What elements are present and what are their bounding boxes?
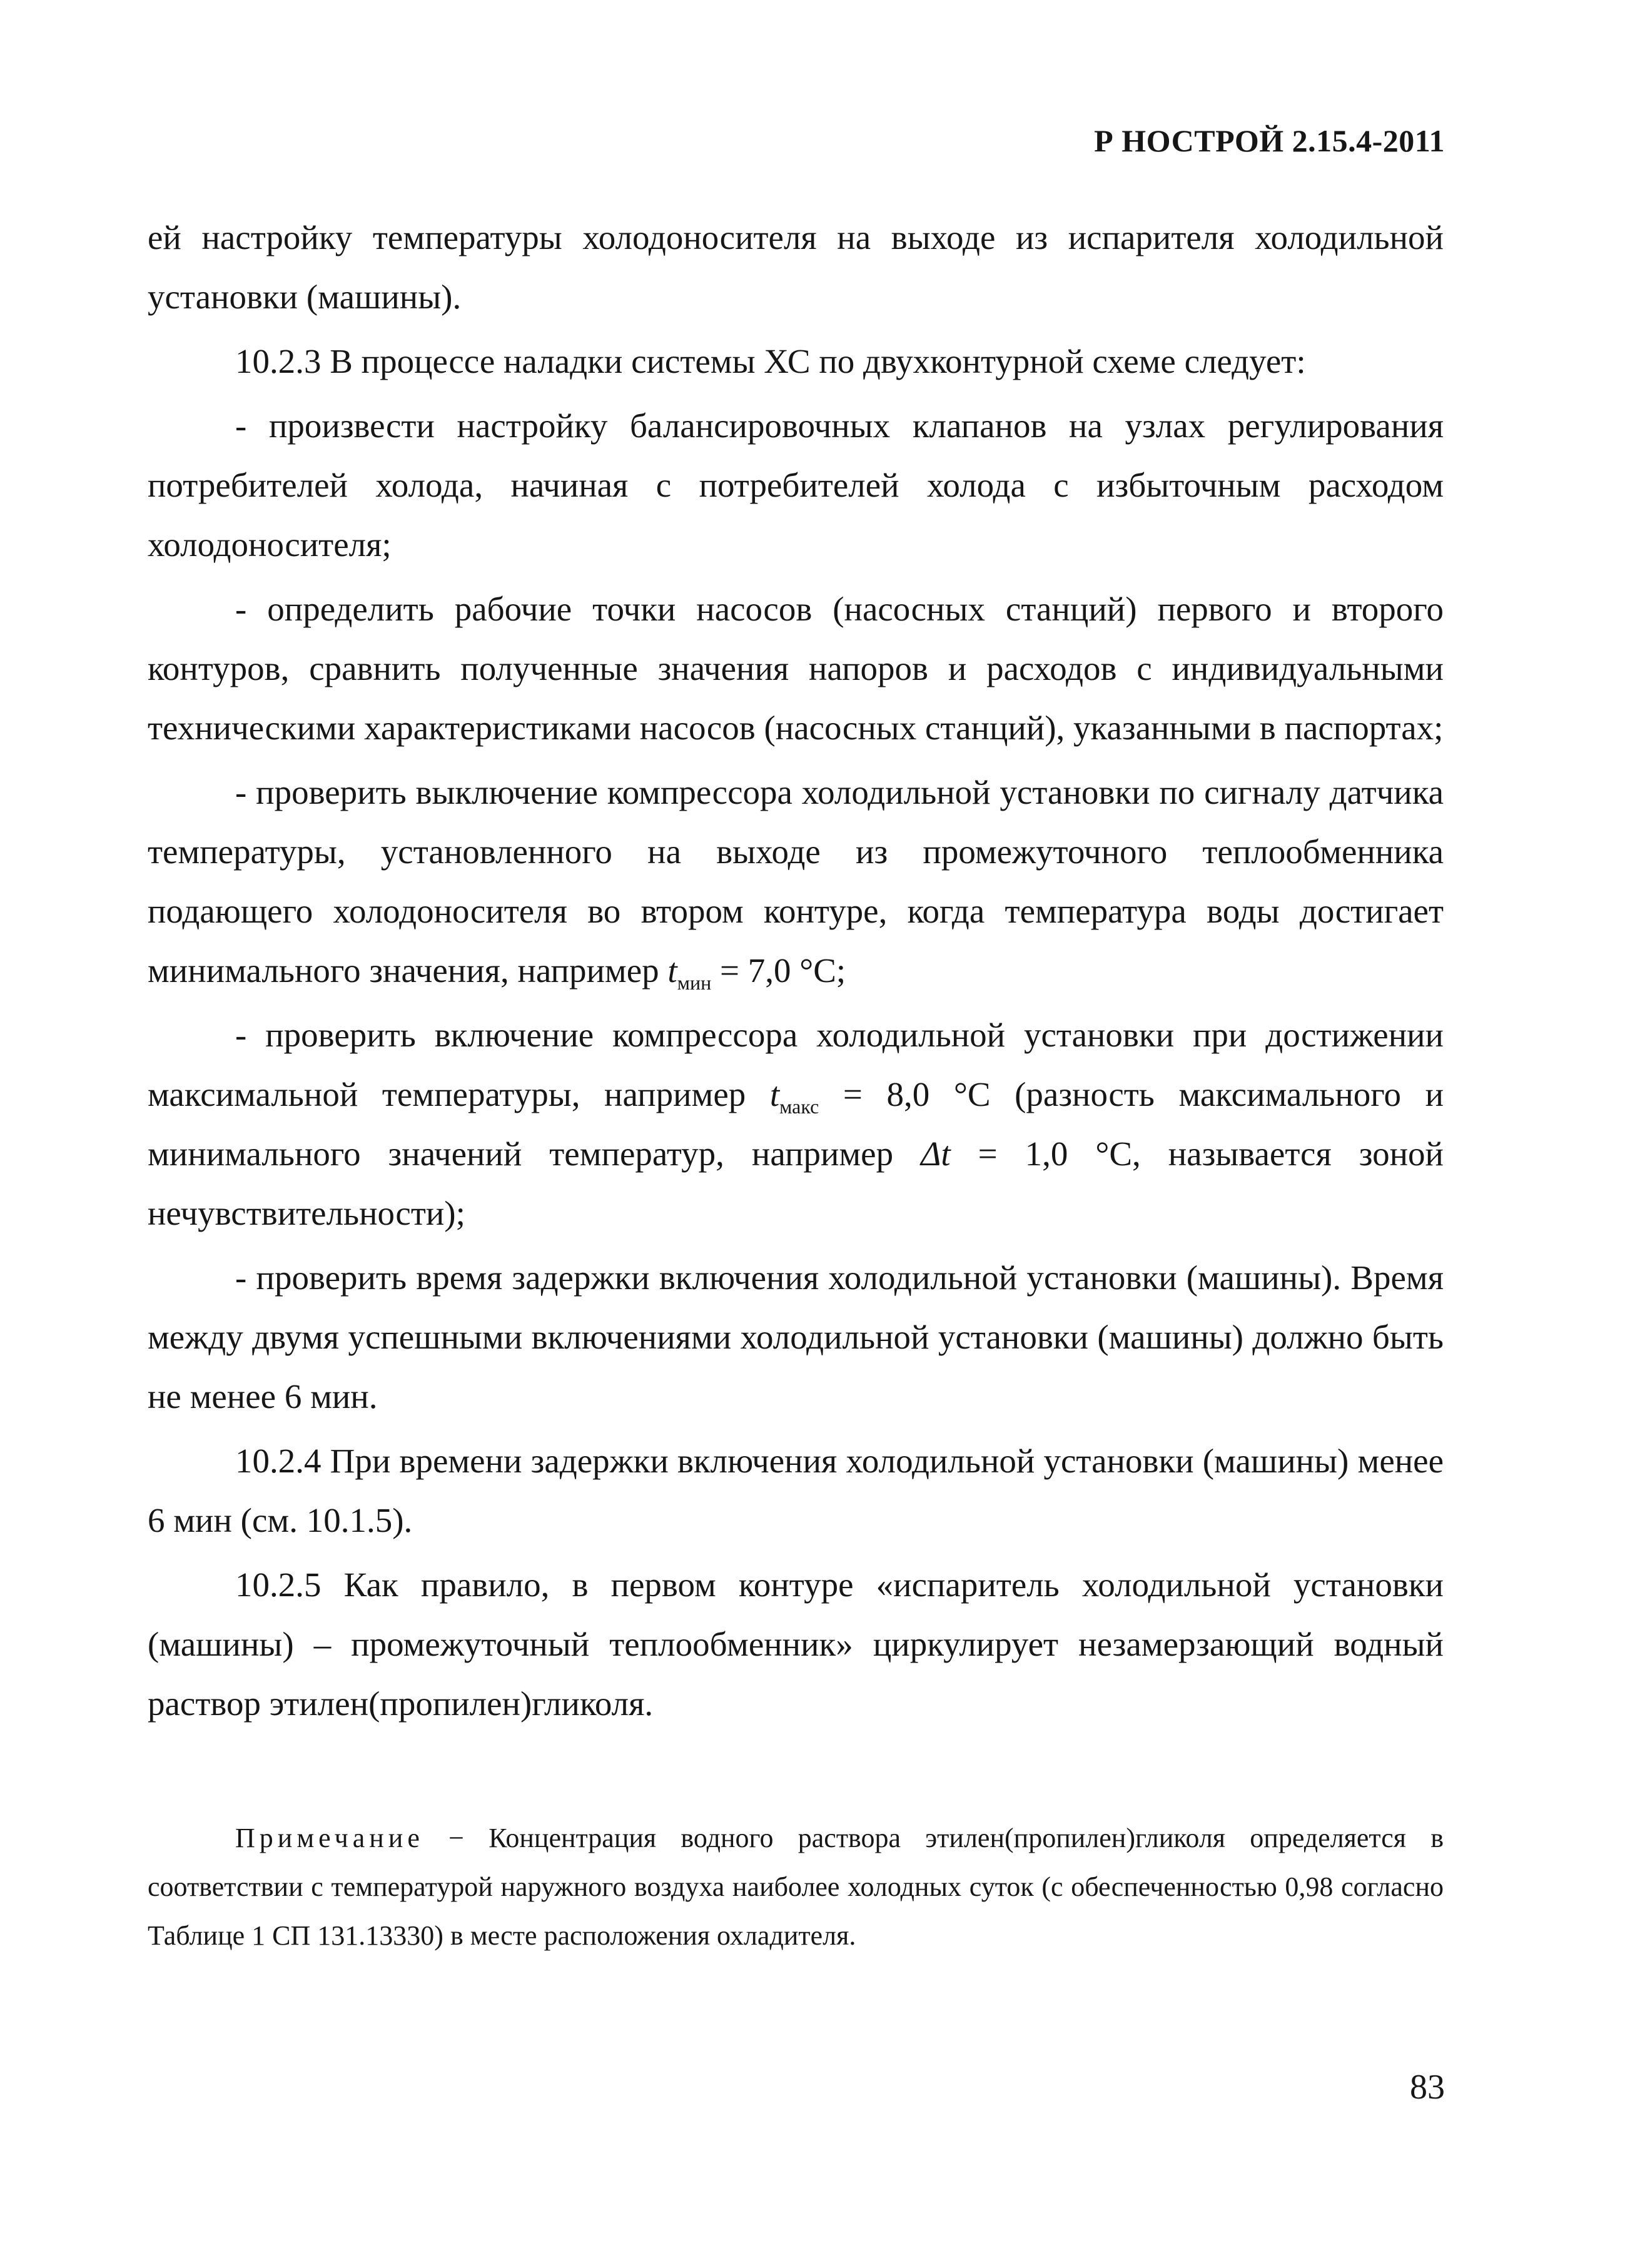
variable-delta-t: Δt	[921, 1135, 951, 1173]
paragraph-10-2-3: 10.2.3 В процессе наладки системы ХС по двухконтурной схеме следует:	[235, 342, 1306, 380]
text-segment: = 7,0 °С;	[711, 951, 846, 990]
text-segment: - проверить выключение компрессора холодильной установки по сигналу датчика температуры, установленного на выходе из промежуточного теплообменника подающего холодоносителя во втором контуре, когда температура воды достигает минимального значения, например	[148, 773, 1444, 990]
paragraph-10-2-4: 10.2.4 При времени задержки включения холодильной установки (машины) менее 6 мин (см. 10.1.5).	[148, 1442, 1444, 1539]
list-item-delay-check: - проверить время задержки включения холодильной установки (машины). Время между двумя успешными включениями холодильной установки (машины) должно быть не менее 6 мин.	[148, 1258, 1444, 1415]
page-number: 83	[1410, 2068, 1445, 2107]
subscript-min: мин	[677, 971, 712, 994]
text-segment: = 8,0 °С (разность максимального и минимального значений температур, например	[148, 1075, 1444, 1173]
document-code-header: Р НОСТРОЙ 2.15.4-2011	[1094, 123, 1445, 158]
subscript-max: макс	[779, 1095, 819, 1118]
variable-t: t	[769, 1075, 780, 1113]
text-segment: - проверить включение компрессора холодильной установки при достижении максимальной температуры, например	[148, 1016, 1444, 1113]
paragraph-continuation: ей настройку температуры холодоносителя на выходе из испарителя холодильной установки (машины).	[148, 218, 1444, 316]
text-segment: = 1,0 °С, называется зоной нечувствительности);	[148, 1135, 1444, 1232]
list-item-compressor-startup	[148, 1005, 1444, 1243]
document-body	[148, 208, 1444, 1738]
list-item-compressor-shutdown	[148, 762, 1444, 1000]
note-text: − Концентрация водного раствора этилен(пропилен)гликоля определяется в соответствии с температурой наружного воздуха наиболее холодных суток (с обеспеченностью 0,98 согласно Таблице 1 СП 131.13330) в месте расположения охладителя.	[148, 1823, 1444, 1951]
note-label: Примечание	[235, 1823, 424, 1853]
note-paragraph	[148, 1814, 1444, 1960]
paragraph-10-2-5: 10.2.5 Как правило, в первом контуре «испаритель холодильной установки (машины) – промежуточный теплообменник» циркулирует незамерзающий водный раствор этилен(пропилен)гликоля.	[148, 1566, 1444, 1723]
list-item-pump-operating-points: - определить рабочие точки насосов (насосных станций) первого и второго контуров, сравнить полученные значения напоров и расходов с индивидуальными техническими характеристиками насосов (насосных станций), указанными в паспортах;	[148, 590, 1444, 747]
variable-t: t	[667, 951, 677, 990]
note-block	[148, 1814, 1444, 1960]
list-item-balancing-valves: - произвести настройку балансировочных клапанов на узлах регулирования потребителей холода, начиная с потребителей холода с избыточным расходом холодоносителя;	[148, 407, 1444, 564]
